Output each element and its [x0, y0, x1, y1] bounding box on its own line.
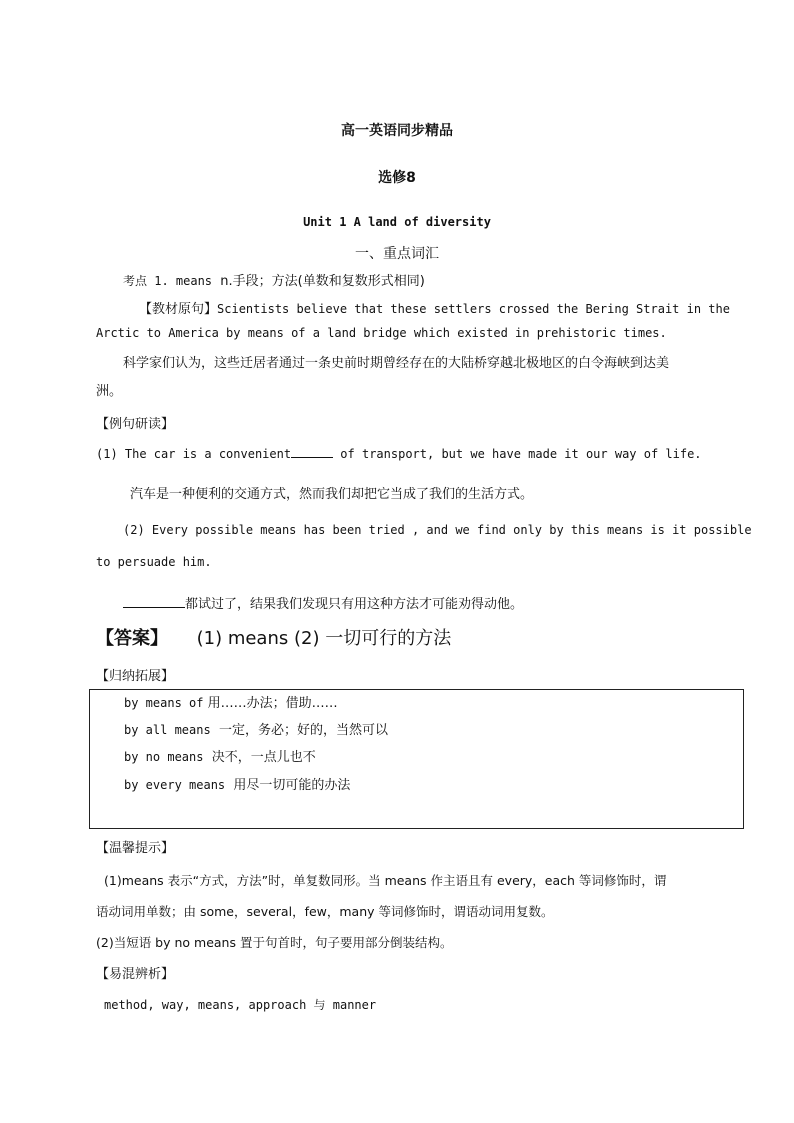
summary-item-cn: 用……办法；借助……	[207, 696, 338, 711]
tips-line-2: 语动词用单数；由 some，several，few，many 等词修饰时，谓语动词用复数。	[96, 904, 554, 919]
textbook-label: 【教材原句】	[139, 302, 218, 317]
examples-heading: 【例句研读】	[96, 417, 175, 432]
example-2-translation-text: 都试过了，结果我们发现只有用这种方法才可能劝得动他。	[185, 597, 524, 612]
answer-line	[96, 624, 451, 650]
kaodian-label: 考点 1. means	[123, 274, 213, 288]
textbook-line-1	[139, 298, 730, 317]
summary-item	[124, 719, 388, 738]
summary-item-en: by no means	[124, 750, 204, 764]
summary-heading: 【归纳拓展】	[96, 669, 175, 684]
textbook-translation-2: 洲。	[96, 384, 123, 399]
summary-item-cn: 一定，务必；好的，当然可以	[218, 723, 388, 738]
example-2-line-1: (2) Every possible means has been tried , and we find only by this means is it possible	[123, 523, 752, 537]
textbook-sentence-2: Arctic to America by means of a land bridge which existed in prehistoric times.	[96, 326, 667, 340]
example-1-pre: (1) The car is a convenient	[96, 447, 292, 461]
summary-item-en: by every means	[124, 778, 226, 792]
example-2-translation	[123, 593, 523, 612]
answer-blank	[291, 445, 333, 458]
example-1	[96, 445, 702, 461]
summary-item-cn: 用尽一切可能的办法	[233, 778, 351, 793]
kaodian-text: n.手段；方法(单数和复数形式相同)	[220, 274, 425, 289]
summary-item-cn: 决不，一点儿也不	[211, 750, 316, 765]
answer-blank	[123, 595, 185, 608]
summary-item	[124, 692, 338, 711]
tips-line-1: (1)means 表示“方式，方法”时，单复数同形。当 means 作主语且有 every，each 等词修饰时，谓	[104, 873, 667, 888]
summary-item-en: by means of	[124, 696, 204, 710]
tips-heading: 【温馨提示】	[96, 841, 175, 856]
example-2-line-2: to persuade him.	[96, 555, 212, 569]
confusion-text: method, way, means, approach 与 manner	[104, 998, 377, 1012]
confusion-heading: 【易混辨析】	[96, 967, 175, 982]
textbook-sentence-1: Scientists believe that these settlers crossed the Bering Strait in the	[217, 302, 730, 316]
document-title: 高一英语同步精品	[341, 123, 453, 139]
kaodian-line	[123, 270, 425, 289]
example-1-post: of transport, but we have made it our way of life.	[333, 447, 702, 461]
example-1-translation: 汽车是一种便利的交通方式，然而我们却把它当成了我们的生活方式。	[130, 487, 534, 502]
answer-text: (1) means (2) 一切可行的方法	[196, 628, 452, 649]
summary-item	[124, 774, 350, 793]
section-heading: 一、重点词汇	[355, 246, 439, 262]
unit-title: Unit 1 A land of diversity	[303, 215, 491, 229]
tips-line-3: (2)当短语 by no means 置于句首时，句子要用部分倒装结构。	[96, 935, 453, 950]
document-subtitle: 选修8	[378, 170, 416, 186]
summary-item	[124, 746, 316, 765]
textbook-translation-1: 科学家们认为，这些迁居者通过一条史前时期曾经存在的大陆桥穿越北极地区的白令海峡到达美	[123, 356, 670, 371]
answer-label: 【答案】	[96, 628, 168, 649]
summary-item-en: by all means	[124, 723, 211, 737]
